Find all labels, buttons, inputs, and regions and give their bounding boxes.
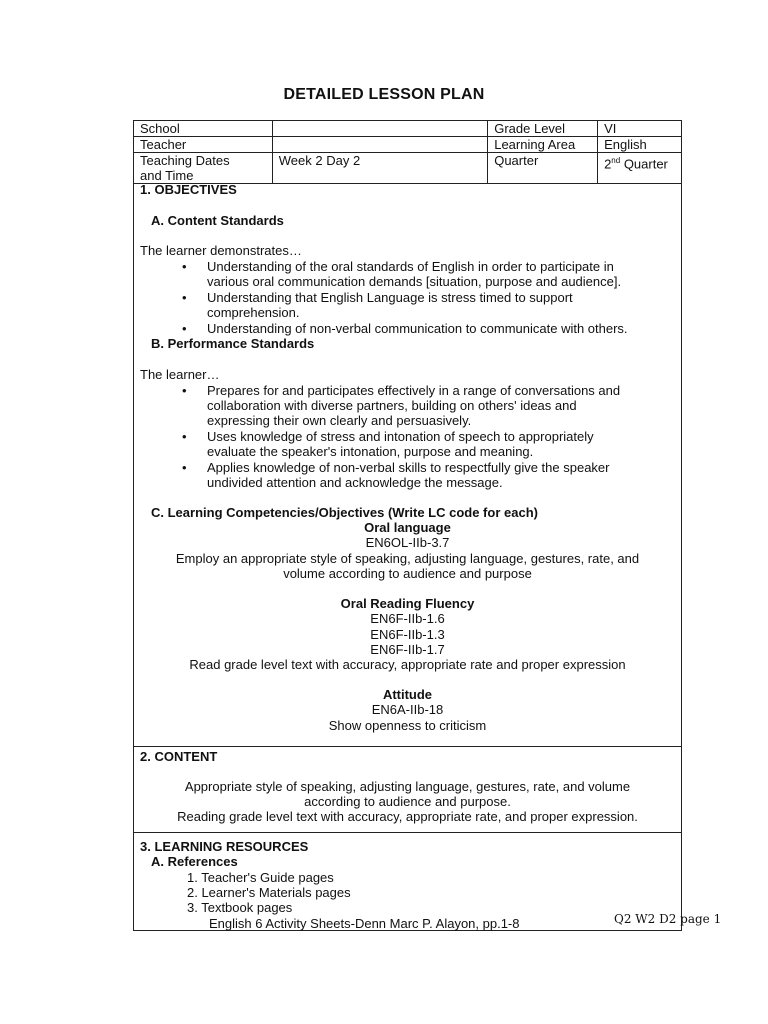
content-standard-2-line-1: Understanding that English Language is stress timed to support bbox=[207, 290, 573, 305]
teaching-dates-value: Week 2 Day 2 bbox=[272, 153, 487, 184]
attitude-desc: Show openness to criticism bbox=[328, 718, 487, 733]
performance-standard-1-line-3: expressing their own clearly and persuasively. bbox=[207, 413, 472, 428]
page-footer: Q2 W2 D2 page 1 bbox=[614, 912, 722, 926]
grade-level-value: VI bbox=[598, 121, 682, 137]
textbook-detail: English 6 Activity Sheets-Denn Marc P. Alayon, pp.1-8 bbox=[209, 916, 520, 931]
fluency-heading: Oral Reading Fluency bbox=[340, 596, 475, 611]
competencies-heading: C. Learning Competencies/Objectives (Write LC code for each) bbox=[151, 505, 538, 520]
bullet-icon: • bbox=[182, 321, 187, 336]
reference-item-1: 1. Teacher's Guide pages bbox=[187, 870, 334, 885]
bullet-icon: • bbox=[182, 429, 187, 444]
learning-area-value: English bbox=[598, 137, 682, 153]
grade-level-label: Grade Level bbox=[488, 121, 598, 137]
attitude-heading: Attitude bbox=[382, 687, 433, 702]
oral-language-desc-2: volume according to audience and purpose bbox=[283, 566, 532, 581]
content-standard-1-line-1: Understanding of the oral standards of English in order to participate in bbox=[207, 259, 614, 274]
teaching-dates-label: Teaching Dates and Time bbox=[134, 153, 273, 184]
performance-standard-1-line-1: Prepares for and participates effectively in a range of conversations and bbox=[207, 383, 621, 398]
fluency-code-1: EN6F-IIb-1.6 bbox=[370, 611, 445, 626]
references-heading: A. References bbox=[151, 854, 238, 869]
content-line-3: Reading grade level text with accuracy, appropriate rate, and proper expression. bbox=[177, 809, 638, 824]
learning-resources-section bbox=[133, 833, 682, 931]
quarter-value: 2nd Quarter bbox=[598, 153, 682, 184]
content-standards-heading: A. Content Standards bbox=[151, 213, 284, 228]
content-line-2: according to audience and purpose. bbox=[304, 794, 511, 809]
objectives-heading: 1. OBJECTIVES bbox=[140, 182, 237, 197]
oral-language-heading: Oral language bbox=[364, 520, 451, 535]
reference-item-2: 2. Learner's Materials pages bbox=[187, 885, 351, 900]
performance-standard-1-line-2: collaboration with diverse partners, building on others' ideas and bbox=[207, 398, 577, 413]
fluency-code-2: EN6F-IIb-1.3 bbox=[370, 627, 445, 642]
learning-area-label: Learning Area bbox=[488, 137, 598, 153]
content-standard-1-line-2: various oral communication demands [situation, purpose and audience]. bbox=[207, 274, 622, 289]
content-standard-3: Understanding of non-verbal communication to communicate with others. bbox=[207, 321, 628, 336]
fluency-desc: Read grade level text with accuracy, appropriate rate and proper expression bbox=[189, 657, 626, 672]
performance-standard-3-line-1: Applies knowledge of non-verbal skills to respectfully give the speaker bbox=[207, 460, 610, 475]
bullet-icon: • bbox=[182, 290, 187, 305]
content-standards-intro: The learner demonstrates… bbox=[140, 243, 302, 258]
quarter-label: Quarter bbox=[488, 153, 598, 184]
content-heading: 2. CONTENT bbox=[140, 749, 218, 764]
performance-standard-3-line-2: undivided attention and acknowledge the message. bbox=[207, 475, 503, 490]
performance-standard-2-line-2: evaluate the speaker's intonation, purpose and meaning. bbox=[207, 444, 534, 459]
oral-language-desc-1: Employ an appropriate style of speaking, adjusting language, gestures, rate, and bbox=[175, 551, 640, 566]
school-label: School bbox=[134, 121, 273, 137]
oral-language-code: EN6OL-IIb-3.7 bbox=[365, 535, 450, 550]
performance-standard-2-line-1: Uses knowledge of stress and intonation of speech to appropriately bbox=[207, 429, 594, 444]
school-value bbox=[272, 121, 487, 137]
fluency-code-3: EN6F-IIb-1.7 bbox=[370, 642, 445, 657]
reference-item-3: 3. Textbook pages bbox=[187, 900, 293, 915]
bullet-icon: • bbox=[182, 383, 187, 398]
content-line-1: Appropriate style of speaking, adjusting language, gestures, rate, and volume bbox=[184, 779, 631, 794]
learning-resources-heading: 3. LEARNING RESOURCES bbox=[140, 839, 309, 854]
performance-standards-heading: B. Performance Standards bbox=[151, 336, 315, 351]
content-standard-2-line-2: comprehension. bbox=[207, 305, 300, 320]
teacher-value bbox=[272, 137, 487, 153]
bullet-icon: • bbox=[182, 460, 187, 475]
teacher-label: Teacher bbox=[134, 137, 273, 153]
document-title: DETAILED LESSON PLAN bbox=[283, 86, 485, 103]
header-table bbox=[133, 120, 682, 184]
objectives-section bbox=[133, 182, 682, 747]
bullet-icon: • bbox=[182, 259, 187, 274]
performance-standards-intro: The learner… bbox=[140, 367, 220, 382]
attitude-code: EN6A-IIb-18 bbox=[371, 702, 444, 717]
content-section bbox=[133, 747, 682, 833]
